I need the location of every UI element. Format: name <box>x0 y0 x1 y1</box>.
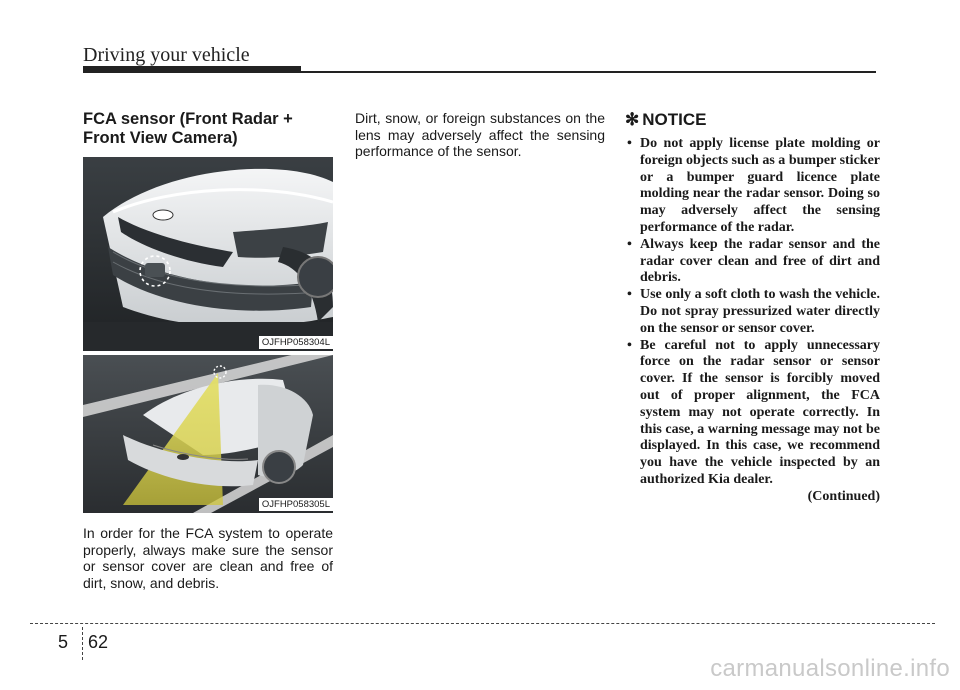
notice-heading <box>625 110 880 130</box>
bullet-mark: • <box>627 136 632 151</box>
notice-list <box>625 136 880 489</box>
notice-item <box>625 287 880 337</box>
car-front-illustration <box>83 157 333 351</box>
page-header-title: Driving your vehicle <box>83 44 250 66</box>
figure-code-bottom: OJFHP058305L <box>259 498 333 511</box>
notice-box <box>625 110 880 506</box>
chapter-number: 5 <box>58 632 69 652</box>
car-sensor-beam-illustration <box>83 355 333 513</box>
notice-item <box>625 237 880 287</box>
notice-item <box>625 136 880 237</box>
fca-paragraph: In order for the FCA system to operate properly, always make sure the sensor or sensor cover are clean and free of dirt, snow, and debris. <box>83 525 333 591</box>
notice-item-text: Do not apply license plate molding or foreign objects such as a bumper sticker or a bumper guard licence plate molding near the radar sensor. Doing so may adversely affect the sensing performance of the radar. <box>640 136 880 235</box>
asterisk-cross-icon: ✻ <box>625 110 640 129</box>
bullet-mark: • <box>627 337 632 353</box>
footer-dashed-divider <box>82 627 83 660</box>
header-rule-thin <box>301 71 876 73</box>
footer-dashed-rule <box>30 623 935 624</box>
figure-front-bumper <box>83 157 333 351</box>
figure-code-top: OJFHP058304L <box>259 336 333 349</box>
middle-column <box>355 110 605 160</box>
page-number: 62 <box>88 632 109 652</box>
notice-heading-text: NOTICE <box>642 110 707 129</box>
header-rule-thick <box>83 66 301 73</box>
continued-label: (Continued) <box>807 488 880 504</box>
figure-sensor-range <box>83 355 333 513</box>
notice-item <box>625 338 880 489</box>
bullet-mark: • <box>627 287 632 303</box>
notice-item-text: Always keep the radar sensor and the radar cover clean and free of dirt and debris. <box>640 236 880 286</box>
section-heading: FCA sensor (Front Radar + Front View Camera) <box>83 110 293 147</box>
lens-paragraph: Dirt, snow, or foreign substances on the lens may adversely affect the sensing performance of the sensor. <box>355 110 605 159</box>
notice-item-text: Be careful not to apply unnecessary force on the radar sensor or sensor cover. If the sensor is forcibly moved out of proper alignment, the FCA system may not operate correctly. In this case, a warning message may not be displayed. In this case, we recommend you have the vehicle inspected by an authorized Kia dealer. <box>640 337 880 487</box>
bullet-mark: • <box>627 236 632 252</box>
watermark: carmanualsonline.info <box>710 655 950 682</box>
left-column <box>83 110 333 591</box>
notice-item-text: Use only a soft cloth to wash the vehicle. Do not spray pressurized water directly on the sensor or sensor cover. <box>640 287 880 336</box>
